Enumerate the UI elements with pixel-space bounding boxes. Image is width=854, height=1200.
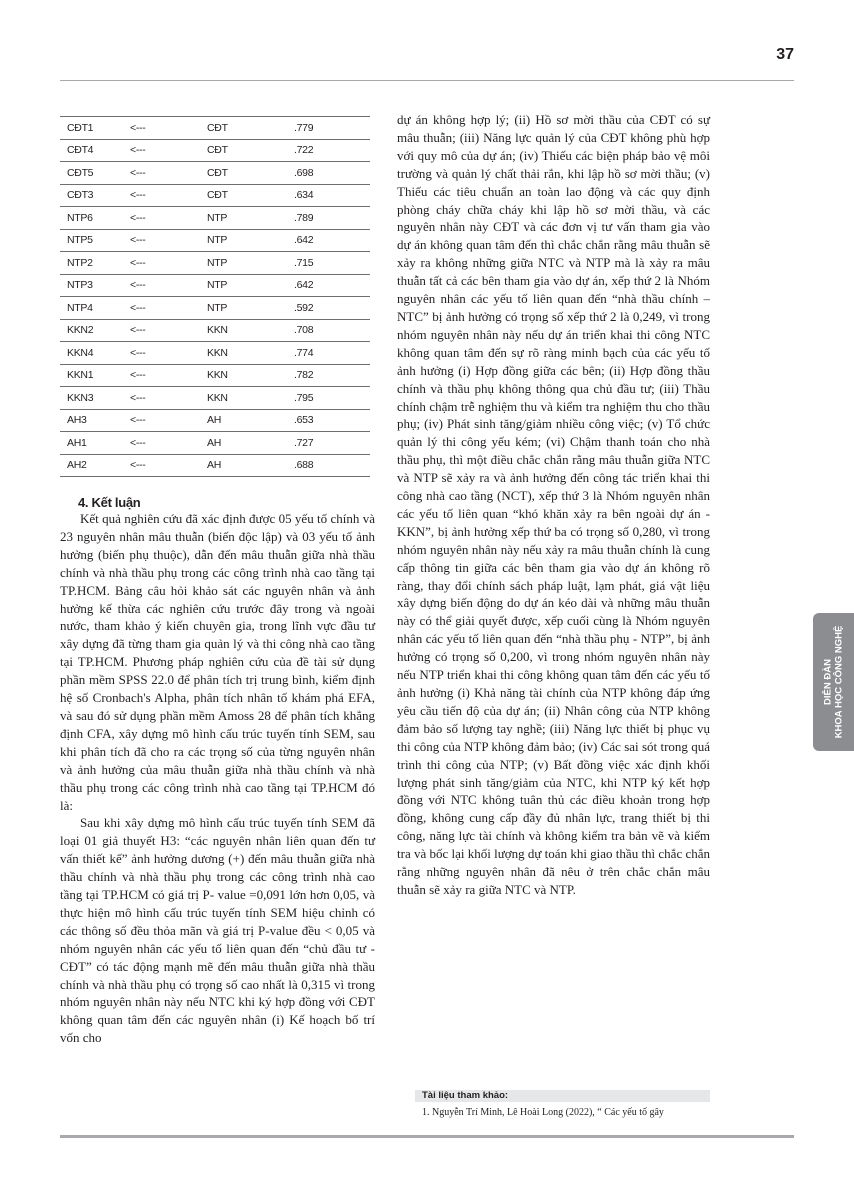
table-row [60,432,370,455]
table-cell: AH [200,409,287,432]
table-cell: <--- [123,432,200,455]
table-cell: <--- [123,319,200,342]
left-column-text [60,510,375,1047]
table-cell: KKN [200,364,287,387]
table-cell: <--- [123,297,200,320]
header-rule [60,80,794,81]
table-cell: <--- [123,454,200,477]
references-title: Tài liệu tham khảo: [422,1090,509,1101]
paragraph: dự án không hợp lý; (ii) Hồ sơ mời thầu của CĐT có sự mâu thuẫn; (iii) Năng lực quản lý của CĐT không phù hợp với quy mô của dự án; (iv) Thiếu các biện pháp bảo vệ môi trường và quản lý chất thải rắn, khi lập hồ sơ mời thầu; (v) Thiếu các tiêu chuẩn an toàn lao động và các quy định phòng cháy chữa cháy khi lập hồ sơ mời thầu, và các nguyên nhân này CĐT và các đơn vị tư vấn tham gia vào dự án không quan tâm đến thì chắc chắn rằng mâu thuẫn sẽ xảy ra không những giữa NTC và NTP mà là xảy ra mâu thuẫn tất cả các bên tham gia vào dự án, xếp thứ 2 là Nhóm nguyên nhân các yếu tố liên quan đến “nhà thầu chính – NTC” bị ảnh hưởng có trọng số xếp thứ 2 là 0,249, vì trong nhóm nguyên nhân này nếu dự án triển khai thi công NTC không quan tâm đến sự rõ ràng minh bạch của các yếu tố ảnh hưởng (i) Hợp đồng giữa các bên; (ii) Hợp đồng thầu chính và thầu phụ không thông qua chủ đầu tư; (iii) Thầu chính chậm trễ nghiệm thu và kiểm tra nghiệm thu cho thầu phụ; (iv) Phát sinh tăng/giảm nhiều công việc; (v) Tổ chức quản lý thi công yếu kém; (vi) Chậm thanh toán cho nhà thầu phụ, thì một điều chắc chắn rằng mâu thuẫn giữa NTC và NTP sẽ xảy ra và ảnh hưởng đến công tác triển khai thi công nhà cao tầng (NCT), xếp thứ 3 là Nhóm nguyên nhân các yếu tố liên quan “khó khăn xảy ra bên ngoài dự án -KKN”, bị ảnh hưởng xếp thứ ba có trọng số 0,280, vì trong nhóm nguyên nhân này nếu xảy ra mâu thuẫn chính là cung cấp thông tin giữa các bên tham gia vào dự án không rõ ràng, thay đổi chính sách pháp luật, lạm phát, giá vật liệu xây dựng biến động do dự án kéo dài và những mâu thuẫn này có thể giải quyết được, xếp cuối cùng là Nhóm nguyên nhân các yếu tố liên quan đến “nhà thầu phụ - NTP”, bị ảnh hưởng có trọng số 0,200, vì trong nhóm nguyên nhân này nếu NTP triển khai thi công không quan tâm đến các yếu tố ảnh hưởng (i) Khả năng tài chính của NTP không đáp ứng yêu cầu tiến độ của dự án; (ii) Nhân công của NTP không đảm bảo số lượng tay nghề; (iii) Năng lực thiết bị phục vụ thi công của NTP không đảm bảo; (iv) Các sai sót trong quá trình thi công của NTP; (v) Bất đồng việc xác định khối lượng phát sinh tăng/giảm của NTC, khi NTP ký kết hợp đồng với NTC không tuân thủ các điều khoản trong hợp đồng, không cung cấp đầy đủ nhân lực, trang thiết bị thi công, năng lực tài chính và không kiểm tra bản vẽ và kiểm tra và bốc lại khối lượng dự toán khi giao thầu thì chắc chắn rằng những nguyên nhân đã nêu ở trên chắc chắn mâu thuẫn sẽ xảy ra giữa NTC và NTP. [397,112,711,897]
table-cell: NTP3 [60,274,123,297]
table-cell: NTP [200,207,287,230]
table-cell: CĐT [200,162,287,185]
page-number: 37 [776,46,794,63]
table-cell: <--- [123,229,200,252]
table-row [60,319,370,342]
right-column-text [397,111,710,899]
table-row [60,162,370,185]
side-tab-line1: DIỄN ĐÀN [822,659,834,705]
table-cell: .634 [287,184,370,207]
table-cell: CĐT1 [60,117,123,140]
table-cell: AH3 [60,409,123,432]
table-cell: .782 [287,364,370,387]
table-row [60,229,370,252]
table-cell: AH2 [60,454,123,477]
table-row [60,184,370,207]
table-cell: KKN [200,387,287,410]
table-cell: AH [200,432,287,455]
table-cell: .688 [287,454,370,477]
table-cell: .642 [287,274,370,297]
table-cell: .698 [287,162,370,185]
table-cell: NTP [200,274,287,297]
table-cell: .642 [287,229,370,252]
table-cell: .592 [287,297,370,320]
table-cell: .653 [287,409,370,432]
table-row [60,297,370,320]
table-cell: NTP [200,252,287,275]
table-cell: KKN2 [60,319,123,342]
table-row [60,274,370,297]
side-tab-line2: KHOA HỌC CÔNG NGHỆ [833,625,845,739]
table-cell: .795 [287,387,370,410]
table-cell: <--- [123,252,200,275]
table-cell: NTP4 [60,297,123,320]
table-cell: <--- [123,162,200,185]
table-cell: CĐT3 [60,184,123,207]
table-cell: <--- [123,364,200,387]
side-tab-label [813,613,854,751]
table-cell: .789 [287,207,370,230]
table-cell: <--- [123,274,200,297]
section-heading-conclusion: 4. Kết luận [78,495,141,510]
table-row [60,117,370,140]
table-cell: NTP2 [60,252,123,275]
table-cell: NTP6 [60,207,123,230]
paragraph: Sau khi xây dựng mô hình cấu trúc tuyến tính SEM đã loại 01 giả thuyết H3: “các nguyên nhân liên quan đến tư vấn thiết kế” ảnh hưởng dương (+) đến mâu thuẫn giữa nhà thầu chính và nhà thầu phụ trong các công trình nhà cao tầng tại TP.HCM có giá trị P- value =0,091 lớn hơn 0,05, và thực hiện mô hình cấu trúc tuyến tính SEM hiệu chỉnh có các thông số đều thỏa mãn và giá trị P-value đều < 0,05 và nhóm nguyên nhân các yếu tố liên quan đến “chủ đầu tư - CĐT” có tác động mạnh mẽ đến mâu thuẫn giữa nhà thầu chính và nhà thầu phụ có trọng số cao nhất là 0,315 vì trong nhóm nguyên nhân này nếu NTC khi ký hợp đồng với CĐT không quan tâm đến các nguyên nhân (i) Kế hoạch bố trí vốn cho [60,815,375,1046]
table-cell: NTP [200,297,287,320]
table-cell: <--- [123,184,200,207]
table-cell: .708 [287,319,370,342]
table-cell: KKN [200,319,287,342]
factor-loadings-table [60,116,370,477]
table-row [60,387,370,410]
table-cell: CĐT [200,139,287,162]
table-cell: NTP [200,229,287,252]
table-cell: CĐT5 [60,162,123,185]
table-cell: CĐT4 [60,139,123,162]
table-cell: <--- [123,139,200,162]
table-row [60,342,370,365]
table-cell: .779 [287,117,370,140]
table-cell: .722 [287,139,370,162]
table-cell: .774 [287,342,370,365]
table-row [60,139,370,162]
table-cell: <--- [123,207,200,230]
table-cell: .715 [287,252,370,275]
footer-rule [60,1135,794,1138]
table-cell: <--- [123,387,200,410]
paragraph: Kết quả nghiên cứu đã xác định được 05 yếu tố chính và 23 nguyên nhân mâu thuẫn (biến độc lập) và 03 yếu tố ảnh hưởng (biến phụ thuộc), dẫn đến mâu thuẫn giữa nhà thầu chính và nhà thầu phụ trong các công trình nhà cao tầng tại TP.HCM. Bảng câu hỏi khảo sát các nguyên nhân và ảnh hưởng kế thừa các nghiên cứu trước đây trong và ngoài nước, tham khảo ý kiến chuyên gia, trong lĩnh vực đầu tư xây dựng đã từng tham gia quản lý và thi công nhà cao tầng tại TP.HCM. Phương pháp nghiên cứu của đề tài sử dụng phần mềm SPSS 22.0 để phân tích trị trung bình, kiểm định hệ số Cronbach's Alpha, phân tích nhân tố khám phá EFA, và sau đó sử dụng phần mềm Amoss 28 để phân tích khẳng định CFA, xây dựng mô hình cấu trúc tuyến tính SEM, sau khi phân tích đã cho ra các trọng số của từng nguyên nhân và ảnh hưởng của mâu thuẫn giữa nhà thầu chính và nhà thầu phụ trong các công trình nhà cao tầng tại TP.HCM đó là: [60,511,375,813]
table-cell: <--- [123,342,200,365]
table-cell: NTP5 [60,229,123,252]
table-cell: CĐT [200,117,287,140]
table-row [60,409,370,432]
table-cell: <--- [123,117,200,140]
table-cell: CĐT [200,184,287,207]
table-row [60,207,370,230]
table-cell: AH [200,454,287,477]
table-cell: KKN [200,342,287,365]
table-row [60,454,370,477]
table-cell: AH1 [60,432,123,455]
table-cell: .727 [287,432,370,455]
table-row [60,364,370,387]
table-cell: <--- [123,409,200,432]
table-cell: KKN3 [60,387,123,410]
reference-item: 1. Nguyễn Trí Minh, Lê Hoài Long (2022), “ Các yếu tố gây [422,1107,664,1118]
table-cell: KKN4 [60,342,123,365]
table-row [60,252,370,275]
table-cell: KKN1 [60,364,123,387]
